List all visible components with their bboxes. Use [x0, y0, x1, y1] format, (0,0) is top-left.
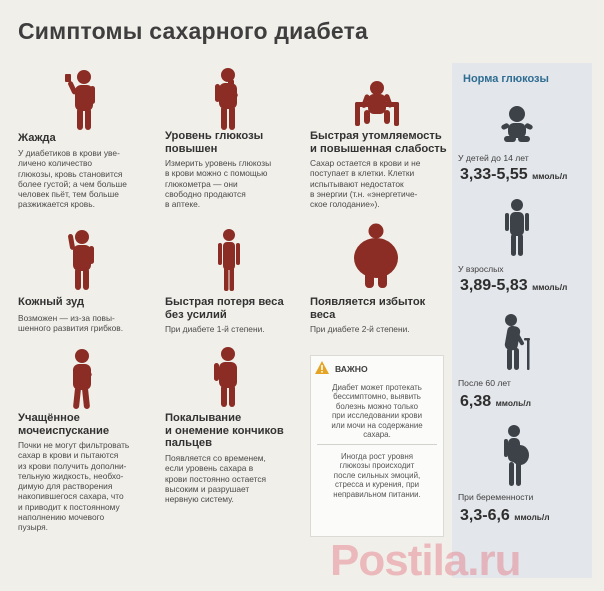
symptom-description: У диабетиков в крови уве- личено количество глюкозы, кровь становится более густой; а чем больше человек пьёт, тем больше разжижается кровь.	[18, 148, 127, 210]
symptom-heading: Уровень глюкозы повышен	[165, 130, 264, 155]
symptom-description: При диабете 2-й степени.	[310, 324, 410, 334]
symptom-description: Почки не могут фильтровать сахар в крови и пытаются из крови получить дополни- тельную жидкость, необхо- димую для растворения накопившегося сахара, что и приводит к постоянному наполнению мочевого пузыря.	[18, 440, 130, 533]
symptom-description: Измерить уровень глюкозы в крови можно с помощью глюкометра — они свободно продаются в аптеке.	[165, 158, 272, 210]
warning-label: ВАЖНО	[335, 364, 368, 374]
symptom-heading: Появляется избыток веса	[310, 296, 426, 321]
adult-icon	[503, 198, 531, 258]
symptom-heading: Быстрая утомляемость и повышенная слабость	[310, 130, 447, 155]
person-sitting-tired-icon	[349, 72, 405, 128]
divider	[317, 444, 437, 445]
symptom-description: Сахар остается в крови и не поступает в клетки. Клетки испытывают недостаток в энергии (т.н. «энергетиче- ское голодание»).	[310, 158, 421, 210]
warning-text: Диабет может протекать бессимптомно, выявить болезнь можно только при исследовании крови или мочи на содержание сахара.	[331, 383, 423, 440]
norm-group-label: После 60 лет	[458, 378, 511, 388]
person-itching-icon	[61, 228, 103, 292]
person-tingling-icon	[208, 345, 248, 409]
symptom-description: Возможен — из-за повы- шенного развития грибков.	[18, 313, 124, 334]
warning-note: Иногда рост уровня глюкозы происходит после сильных эмоций, стресса и курения, при неправильном питании.	[333, 452, 421, 499]
norms-title: Норма глюкозы	[463, 73, 549, 85]
norm-value: 3,89-5,83 ммоль/л	[460, 277, 568, 294]
symptom-heading: Быстрая потеря веса без усилий	[165, 296, 284, 321]
symptom-heading: Кожный зуд	[18, 296, 85, 308]
baby-icon	[497, 104, 537, 148]
norm-group-label: У детей до 14 лет	[458, 153, 529, 163]
page-title: Симптомы сахарного диабета	[18, 18, 369, 44]
norm-value: 3,3-6,6 ммоль/л	[460, 507, 550, 524]
pregnant-woman-icon	[500, 424, 534, 488]
person-drinking-icon	[60, 68, 108, 132]
person-thin-icon	[212, 227, 246, 293]
symptom-description: Появляется со временем, если уровень сахара в крови постоянно остается высоким и разрушает нервную систему.	[165, 453, 267, 505]
person-urination-icon	[60, 347, 104, 411]
symptom-description: При диабете 1-й степени.	[165, 324, 265, 334]
symptom-heading: Покалывание и онемение кончиков пальцев	[165, 412, 284, 449]
norm-group-label: У взрослых	[458, 264, 504, 274]
person-glucose-meter-icon	[208, 66, 248, 132]
symptom-heading: Жажда	[18, 132, 56, 144]
person-overweight-icon	[348, 222, 404, 290]
warning-box	[310, 355, 444, 537]
watermark: Postila.ru	[330, 536, 521, 585]
symptom-heading: Учащённое мочеиспускание	[18, 412, 110, 437]
norm-value: 6,38 ммоль/л	[460, 393, 531, 410]
elderly-with-cane-icon	[497, 312, 537, 372]
warning-icon	[315, 361, 329, 379]
norm-group-label: При беременности	[458, 492, 534, 502]
norm-value: 3,33-5,55 ммоль/л	[460, 166, 568, 183]
